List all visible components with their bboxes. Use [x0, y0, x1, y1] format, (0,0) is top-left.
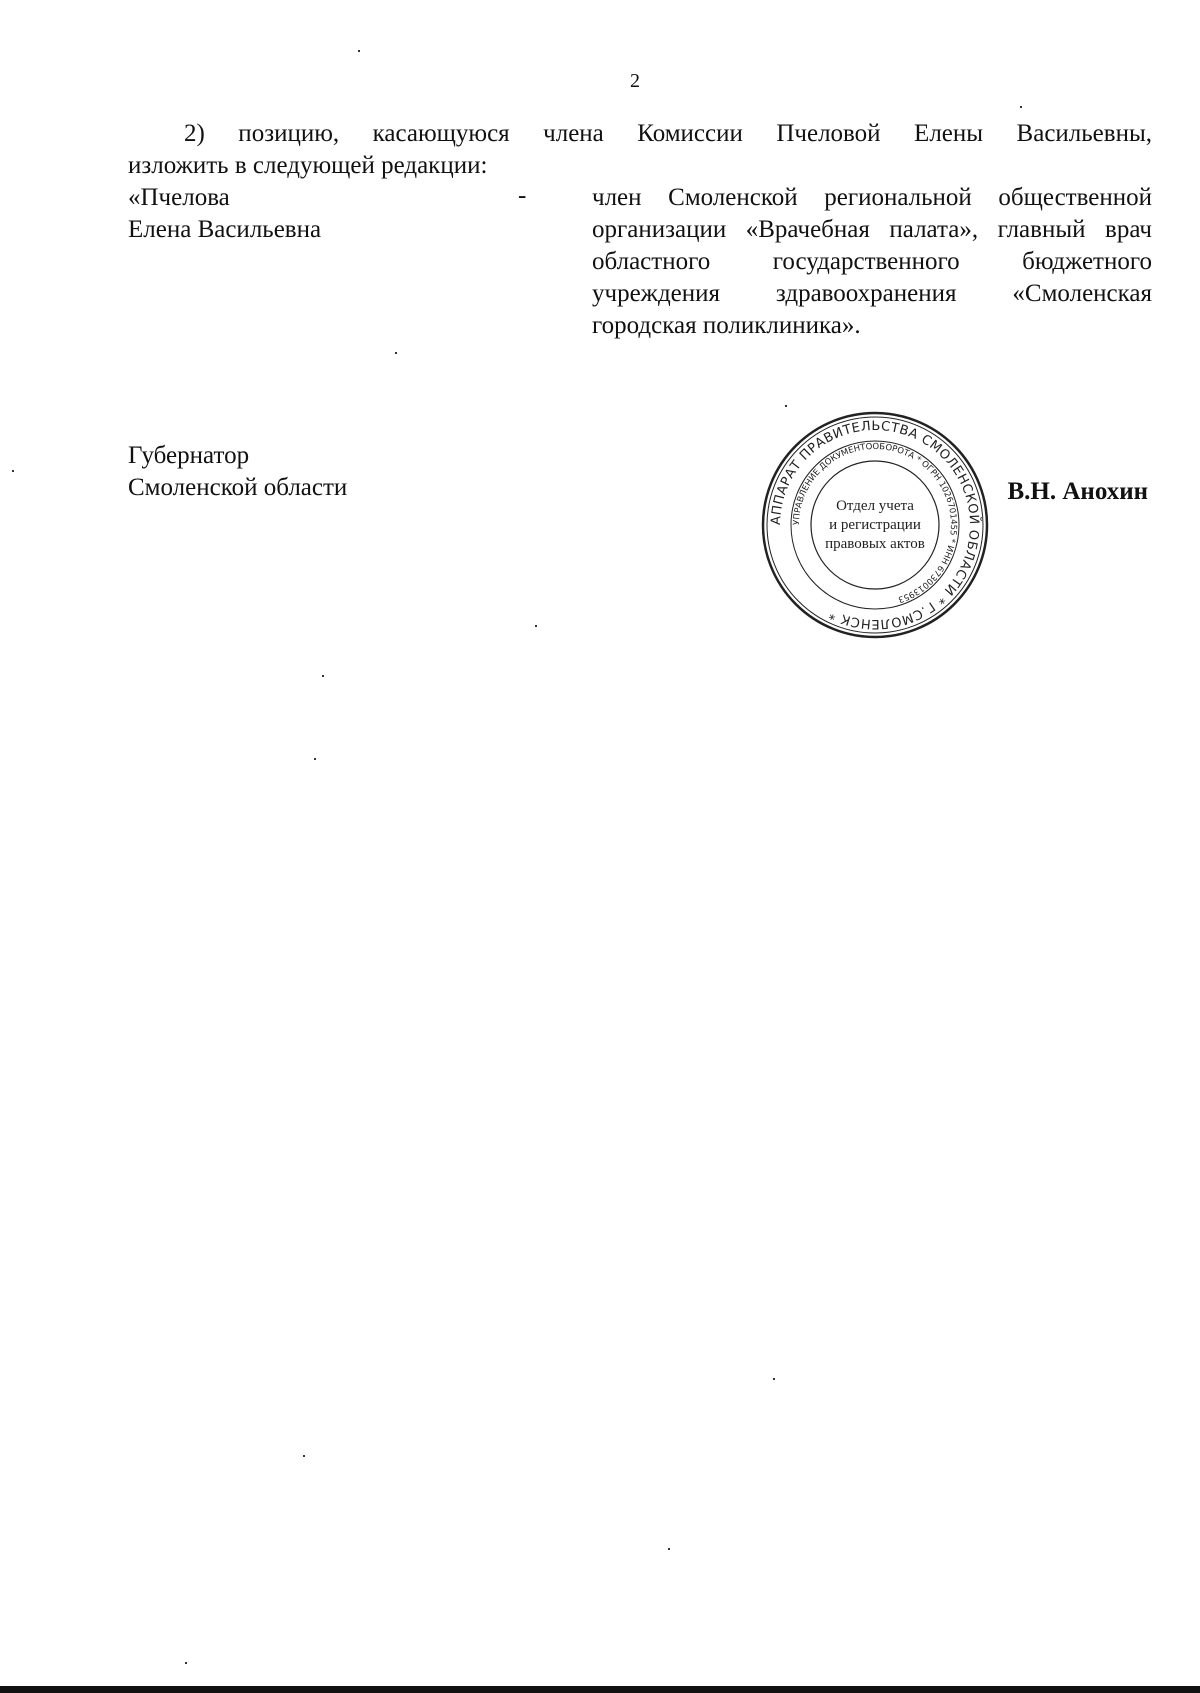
stamp-outer-text: АППАРАТ ПРАВИТЕЛЬСТВА СМОЛЕНСКОЙ ОБЛАСТИ * Г.СМОЛЕНСК * — [768, 418, 982, 632]
paragraph-line-1: 2) позицию, касающуюся члена Комиссии Пчеловой Елены Васильевны, — [184, 120, 1152, 147]
scan-bottom-edge — [0, 1686, 1200, 1693]
scan-speck — [303, 1455, 305, 1457]
scan-speck — [668, 1548, 670, 1550]
paragraph-line-2: изложить в следующей редакции: — [128, 152, 488, 179]
amendment-paragraph — [128, 118, 1152, 182]
scan-speck — [185, 1662, 187, 1664]
stamp-center-line-2: и регистрации — [829, 517, 921, 533]
stamp-inner-ring-text: УПРАВЛЕНИЕ ДОКУМЕНТООБОРОТА * ОГРН 1026701455 * ИНН 6730013953 — [791, 441, 959, 605]
scan-speck — [12, 470, 14, 472]
official-stamp — [760, 410, 990, 640]
scan-speck — [358, 50, 360, 52]
page-number: 2 — [630, 70, 640, 92]
scan-speck — [322, 675, 324, 677]
signatory-title-line-2: Смоленской области — [128, 474, 348, 501]
stamp-center-line-1: Отдел учета — [836, 498, 914, 514]
member-given-names: Елена Васильевна — [128, 216, 322, 243]
scan-speck — [785, 405, 787, 407]
stamp-center-line-3: правовых актов — [825, 536, 925, 552]
scan-speck — [395, 352, 397, 354]
member-surname: «Пчелова — [128, 184, 230, 211]
scan-speck — [1020, 106, 1022, 108]
member-description: член Смоленской региональной общественной организации «Врачебная палата», главный врач областного государственного бюджетного учреждения здравоохранения «Смоленская городская поликлиника». — [592, 184, 1152, 339]
scan-speck — [773, 1378, 775, 1380]
member-name — [128, 182, 321, 246]
signatory-title — [128, 440, 347, 504]
scan-speck — [535, 625, 537, 627]
signatory-title-line-1: Губернатор — [128, 442, 250, 469]
signatory-name: В.Н. Анохин — [1007, 478, 1148, 505]
member-dash: - — [518, 182, 527, 209]
scan-speck — [314, 758, 316, 760]
